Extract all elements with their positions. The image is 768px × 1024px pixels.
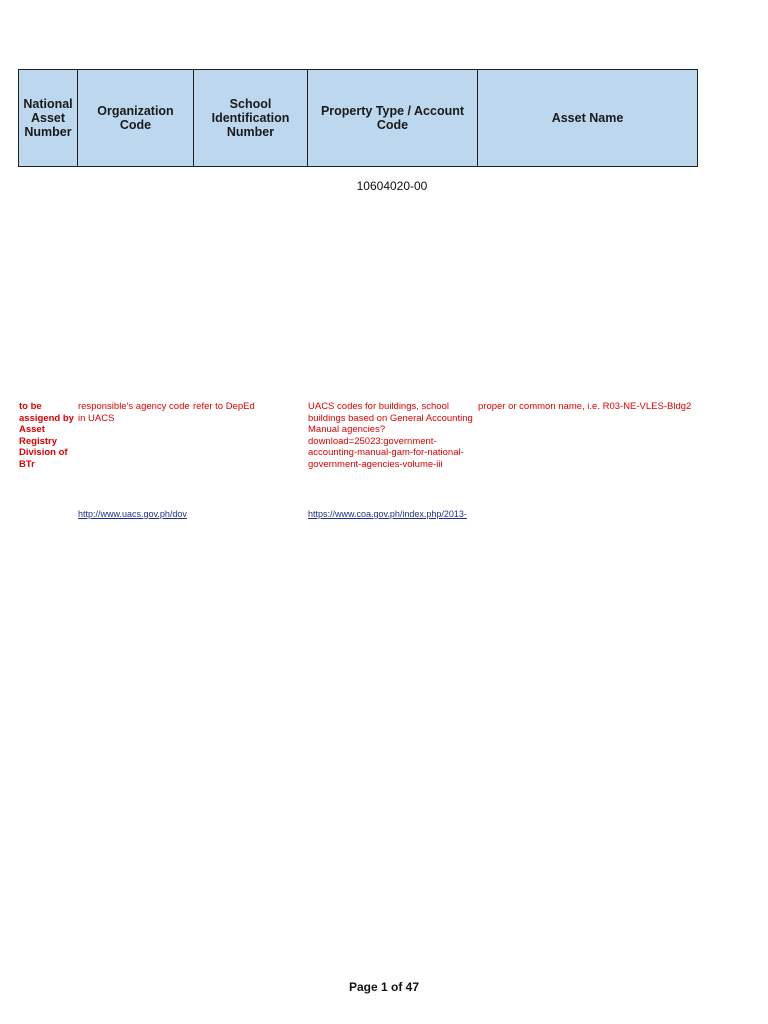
note-asset-name: proper or common name, i.e. R03-NE-VLES-Bldg2 (478, 401, 692, 412)
uacs-link[interactable]: http://www.uacs.gov.ph/dov (78, 509, 187, 519)
note-property-type: UACS codes for buildings, school buildings based on General Accounting Manual agencies?download=25023:government-accounting-manual-gam-for-national-government-agencies-volume-iii (308, 401, 473, 470)
header-asset-name: Asset Name (551, 111, 624, 125)
header-property-type-account-code: Property Type / Account Code (308, 70, 478, 166)
header-organization-code: Organization Code (78, 70, 194, 166)
note-organization-code: responsible's agency code in UACS (78, 401, 190, 424)
note-national-asset-number: to be assigend by Asset Registry Division of BTr (19, 401, 74, 470)
table-header-row (18, 69, 698, 167)
page-number: Page 1 of 47 (348, 980, 420, 994)
header-national-asset-number: National Asset Number (19, 70, 78, 166)
property-type-code-value: 10604020-00 (356, 179, 428, 193)
coa-link[interactable]: https://www.coa.gov.ph/index.php/2013- (308, 509, 467, 519)
header-school-identification-number: School Identification Number (194, 70, 308, 166)
note-school-identification-number: refer to DepEd (193, 401, 255, 412)
